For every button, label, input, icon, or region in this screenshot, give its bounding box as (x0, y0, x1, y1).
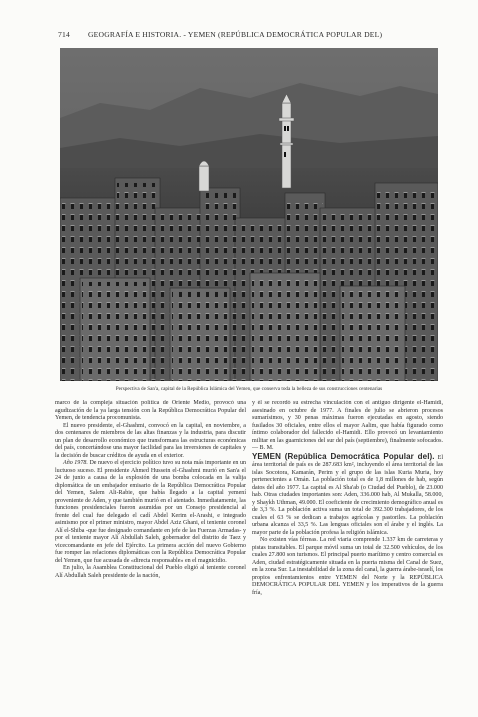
right-text-column (252, 400, 443, 700)
year-heading: Año 1978. (63, 460, 88, 466)
running-title: GEOGRAFÍA E HISTORIA. - YEMEN (REPÚBLICA DEMOCRÁTICA POPULAR DEL) (88, 30, 383, 39)
sanaa-photograph (60, 48, 438, 381)
left-paragraph-1: marco de la compleja situación política de Oriente Medio, provocó una agudización de la ya larga tensión con la República Democrática Popular del Yemen, de tendencia procomunista. (55, 400, 246, 421)
entry-title: YEMEN (República Democrática Popular del). (252, 451, 435, 461)
page-header (58, 30, 438, 44)
left-paragraph-2: El nuevo presidente, el-Ghashmi, convocó en la capital, en noviembre, a dos centenares de miembros de las altas finanzas y la industria, para discutir un plan de desarrollo económico que transformara las estructuras económicas del país, concertándose una mayor facilidad para las inversiones de capitales y la decisión de buscar créditos de ayuda en el exterior. (55, 422, 246, 459)
right-paragraph-3: No existen vías férreas. La red viaria comprende 1.337 km de carreteras y pistas transitables. El parque móvil suma un total de 32.500 vehículos, de los cuales 27.800 son turismos. El principal puerto marítimo y centro comercial es Aden, ciudad estratégicamente situada en la puerta misma del Canal de Suez, en la zona Sur. La inestabilidad de la zona del canal, la guerra árabe-israelí, los propios enfrentamientos entre YEMEN del Norte y la REPÚBLICA DEMOCRÁTICA POPULAR DEL YEMEN y los imperativos de la guerra fría, (252, 537, 443, 596)
figure-caption: Perspectiva de San'a, capital de la República Islámica del Yemen, que conserva toda la belleza de sus construcciones centenarias (115, 386, 383, 392)
left-text-column (55, 400, 246, 700)
year-body: De nuevo el ejercicio político tuvo su nota más importante en un luctuoso suceso. El presidente Ahmed Hussein el-Ghashmi murió en San'a el 24 de junio a causa de la explosión de una bomba colocada en la valija diplomática de un embajador emisario de la República Democrática Popular del Yemen, Salem Ali-Rabie, que había llegado a la capital yemení proveniente de Aden, y que también murió en el atentado. Inmediatamente, las funciones presidenciales fueron asumidas por un Consejo presidencial al frente del cual fue delegado el cadí Abdel Kerim el-Arashi, e integrado asimismo por el primer ministro, mayor Abdel Aziz Ghani, el teniente coronel Alí el-Shiba -que fue designado comandante en jefe de las Fuerzas Armadas- y por el teniente mayor Alí Abdullah Saleh, gobernador del distrito de Taez y vicecomandante en jefe del Ejército. La primera acción del nuevo Gobierno fue romper las relaciones diplomáticas con la República Democrática Popular del Yemen, que fue acusada de «directa responsable» en el magnicidio. (55, 460, 246, 564)
right-paragraph-1: y él se recordó su estrecha vinculación con el antiguo dirigente el-Hamidi, asesinado en octubre de 1977. A finales de julio se abrieron procesos sumarísimos, y 30 penas máximas fueron ejecutadas en agosto, siendo fusilados 30 oficiales, entre ellos el mayor Aalim, que había figurado como íntimo colaborador del fallecido el-Hamidi. Ello provocó un levantamiento militar en las guarniciones del sur del país (septiembre), finalmente sofocados. — B. M. (252, 400, 443, 451)
left-paragraph-4: En julio, la Asamblea Constitucional del Pueblo eligió al teniente coronel Alí Abdullah Saleh presidente de la nación, (55, 565, 246, 579)
left-paragraph-3 (55, 460, 246, 565)
city-photo-illustration (60, 48, 438, 381)
page-number: 714 (58, 30, 70, 39)
entry-body: El área territorial de país es de 287.683 km², incluyendo el área territorial de las islas Socotora, Kamarán, Perim y el grupo de las islas Kuria Muria, hoy pertenecientes a Omán. La población total es de 1,8 millones de hab, según datos del año 1977. La capital es Al Sha'ab (o Ciudad del Pueblo), de 23.000 hab. Otras ciudades importantes son: Aden, 336.000 hab, Al Mukalla, 58.000, y Shaykh Uthman, 49.000. El coeficiente de crecimiento demográfico anual es de 3,3 %. La población activa suma un total de 392.300 trabajadores, de los cuales el 63 % se dedican a trabajos agrícolas y pastoriles. La población urbana alcanza el 33,5 %. Las lenguas oficiales son el árabe y el inglés. La mayor parte de la población profesa la religión islámica. (252, 454, 443, 536)
entry-paragraph (252, 453, 443, 538)
